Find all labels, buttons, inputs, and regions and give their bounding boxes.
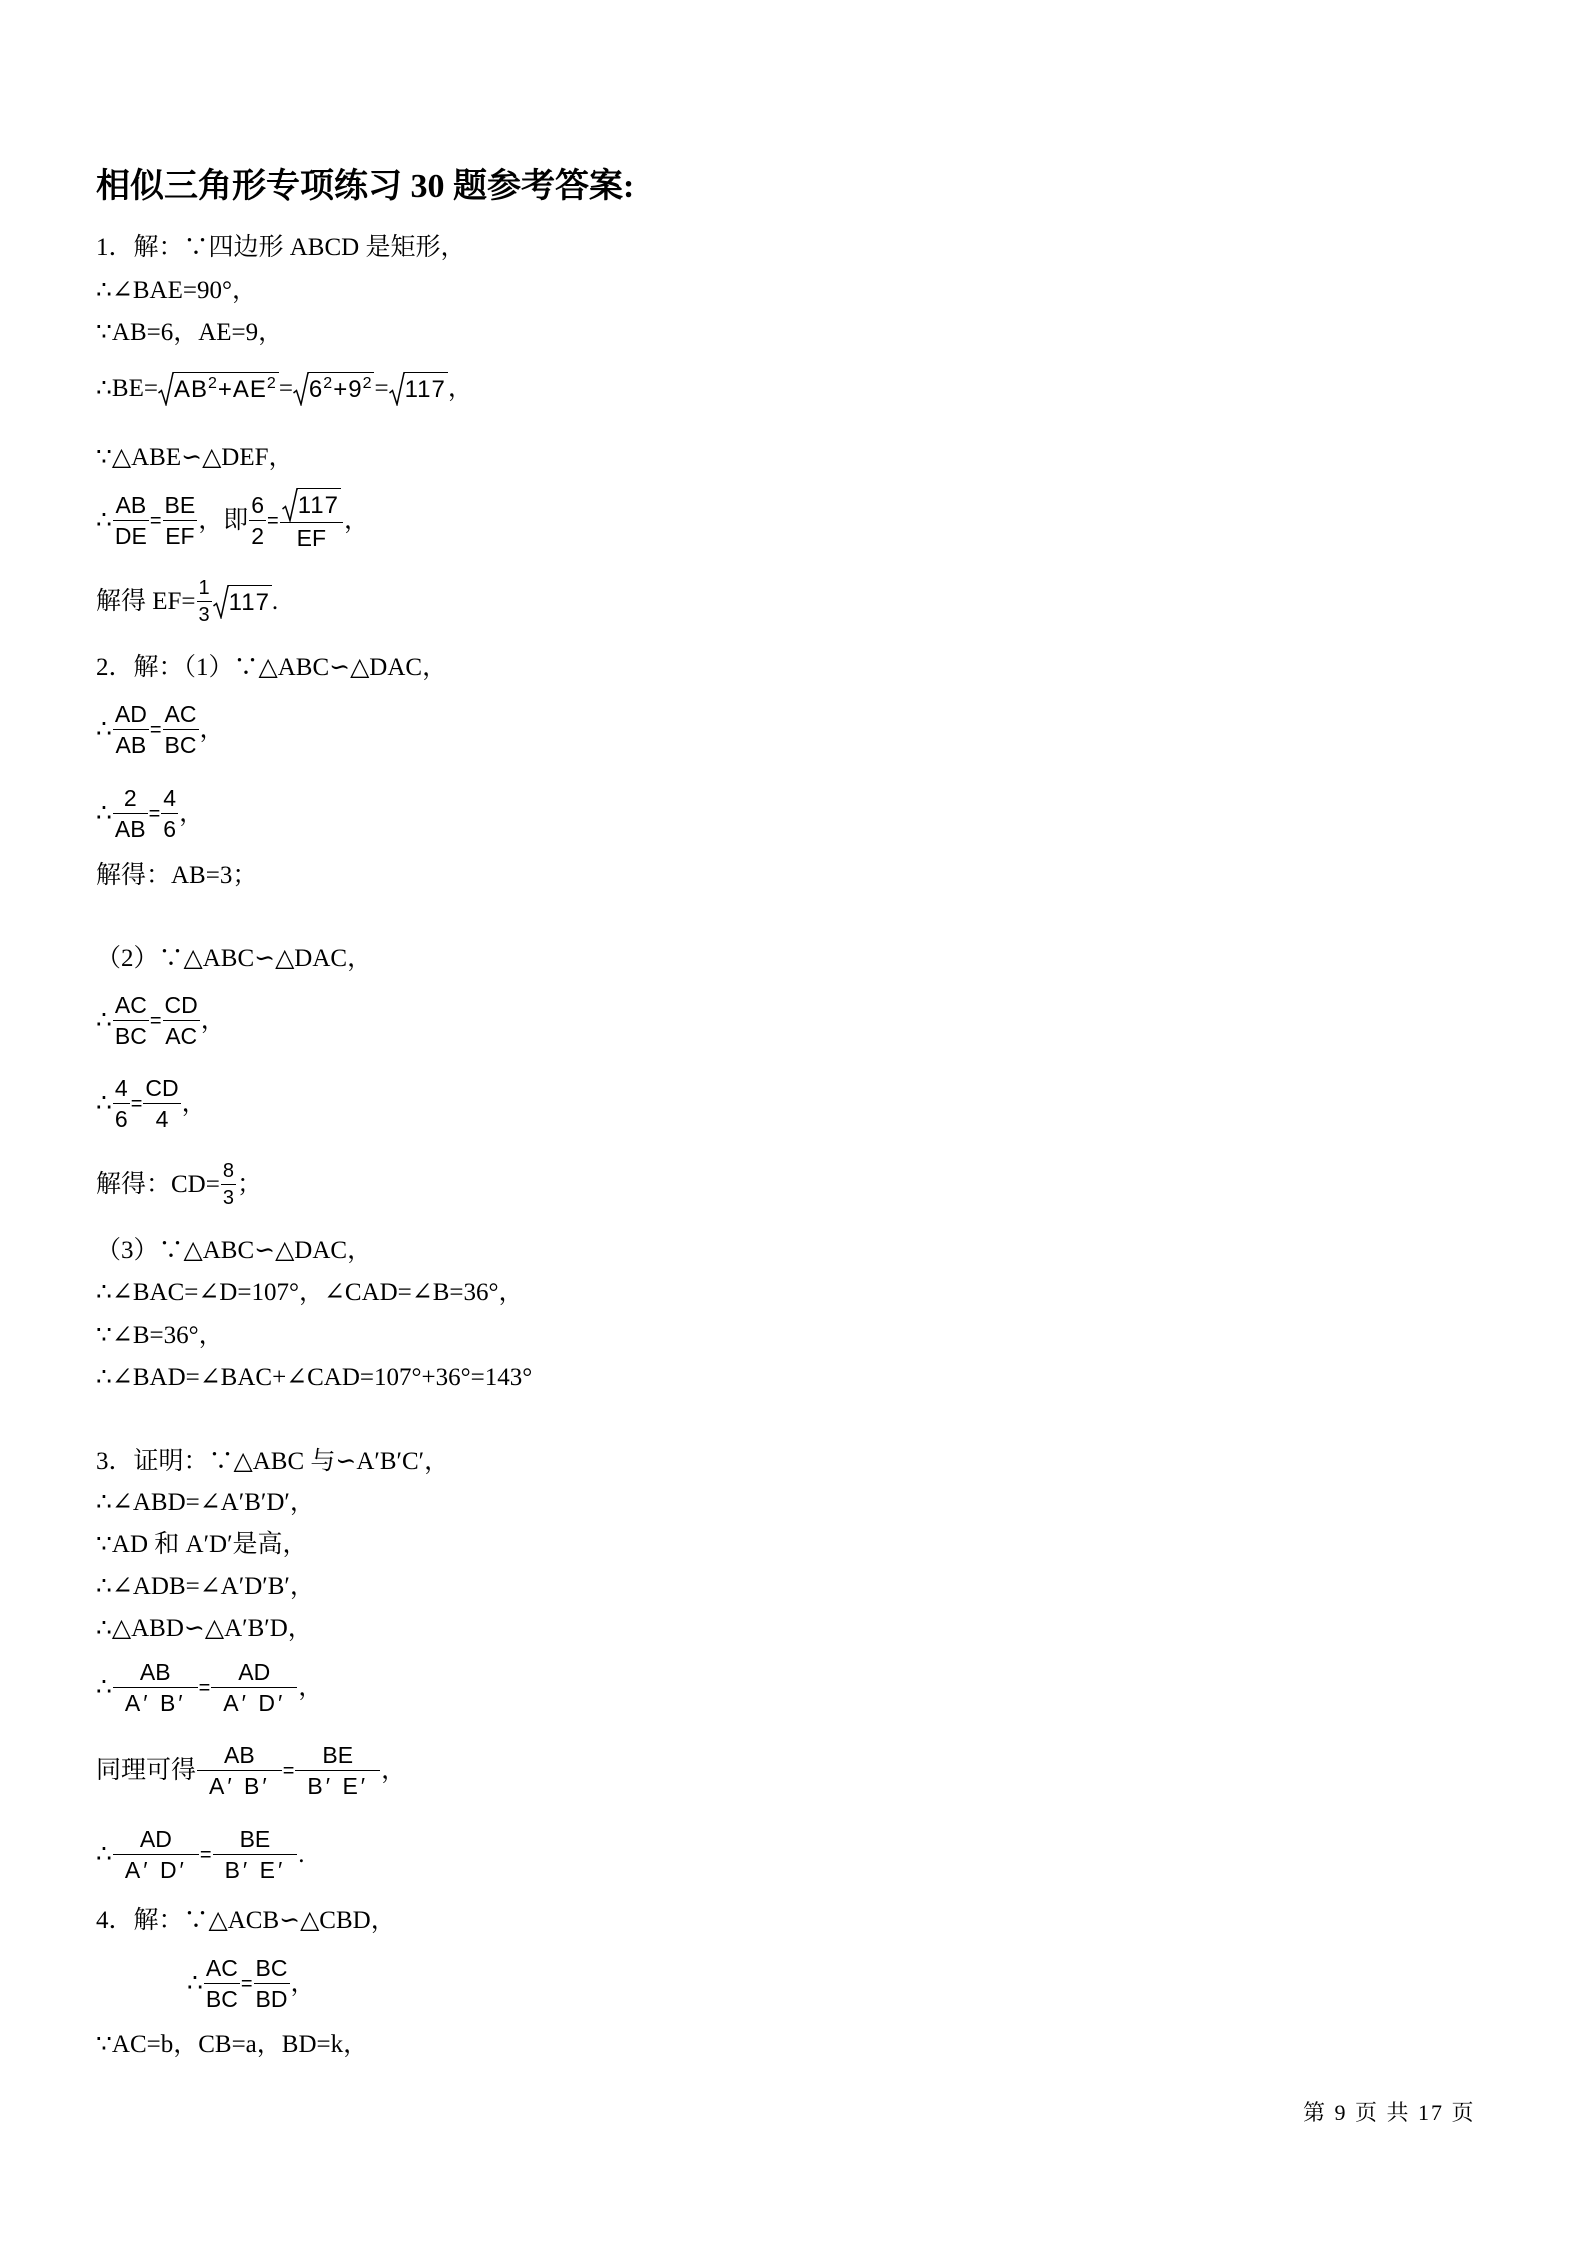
text-segment: 解得：CD= <box>96 1170 220 1198</box>
q2-line-1: 2．解：（1）∵△ABC∽△DAC， <box>96 654 448 681</box>
fraction <box>204 1953 240 2014</box>
fraction <box>113 783 148 844</box>
q2-line-11: ∵∠B=36°， <box>96 1322 224 1349</box>
text-segment: ， <box>181 1089 207 1117</box>
radicand <box>174 372 279 405</box>
radical-sign <box>389 372 405 406</box>
equals-sign: = <box>199 1843 212 1866</box>
text-segment: ； <box>236 1170 262 1198</box>
square-root <box>282 488 341 522</box>
denominator: 3 <box>222 1187 234 1209</box>
text-segment: ， <box>290 1969 316 1997</box>
denominator: EF <box>165 523 195 549</box>
fraction <box>221 1158 236 1211</box>
equals-sign: = <box>148 802 161 825</box>
denominator: B′ E′ <box>224 1857 286 1883</box>
square-root <box>213 585 272 619</box>
denominator: A′ B′ <box>124 1690 186 1716</box>
text-segment: ∴ <box>96 1840 112 1868</box>
text-segment: ，即 <box>198 506 249 534</box>
numerator: 6 <box>249 490 266 521</box>
fraction <box>211 1657 297 1718</box>
q1-line-5: ∵△ABE∽△DEF， <box>96 444 294 471</box>
q3-line-4: ∴∠ADB=∠A′D′B′， <box>96 1573 315 1600</box>
text-segment: ， <box>344 506 370 534</box>
denominator: 4 <box>155 1106 169 1132</box>
denominator: BC <box>164 732 197 758</box>
term: AB <box>173 376 208 403</box>
fraction <box>161 783 178 844</box>
page-title: 相似三角形专项练习 30 题参考答案: <box>96 168 635 205</box>
radical-sign <box>158 372 174 406</box>
denominator: DE <box>114 523 147 549</box>
radicand: 117 <box>405 372 448 405</box>
q2-line-4: 解得：AB=3； <box>96 862 258 889</box>
square-root <box>293 372 375 406</box>
numerator: BE <box>213 1824 298 1855</box>
numerator: 4 <box>113 1073 130 1104</box>
radical-sign <box>293 372 309 406</box>
q3-line-3: ∵AD 和 A′D′是高， <box>96 1531 308 1558</box>
numerator <box>280 488 343 523</box>
denominator: 6 <box>163 816 177 842</box>
q1-line-1: 1．解：∵四边形 ABCD 是矩形， <box>96 234 466 261</box>
equals-sign: = <box>130 1092 143 1115</box>
q2-line-8 <box>96 1158 262 1211</box>
q2-line-7 <box>96 1073 207 1134</box>
exponent: 2 <box>323 375 334 392</box>
q4-line-2 <box>187 1953 316 2014</box>
equals-sign: = <box>267 509 279 532</box>
numerator: AB <box>113 1657 198 1688</box>
q3-line-1: 3．证明：∵△ABC 与∽A′B′C′， <box>96 1448 450 1475</box>
equals-sign: = <box>198 1676 211 1699</box>
fraction <box>163 490 198 551</box>
text-segment: ， <box>200 1006 226 1034</box>
equals-sign: = <box>240 1972 253 1995</box>
text-segment: ， <box>447 375 473 402</box>
fraction <box>113 990 149 1051</box>
q1-line-3: ∵AB=6，AE=9， <box>96 319 284 346</box>
q3-line-8 <box>96 1824 305 1885</box>
denominator: AC <box>165 1023 198 1049</box>
radicand: 117 <box>229 585 272 618</box>
q3-line-6 <box>96 1657 323 1718</box>
numerator: AC <box>163 699 199 730</box>
fraction <box>113 1657 198 1718</box>
numerator: 8 <box>221 1158 236 1185</box>
text-segment: . <box>298 1840 305 1868</box>
numerator: 2 <box>113 783 148 814</box>
denominator: BC <box>205 1986 238 2012</box>
exponent: 2 <box>266 375 277 392</box>
page-number-footer: 第 9 页 共 17 页 <box>1303 2100 1476 2125</box>
denominator: A′ B′ <box>209 1773 270 1799</box>
text-segment: ∴ <box>96 1089 112 1117</box>
fraction <box>163 990 200 1051</box>
term: +9 <box>333 376 363 403</box>
q2-line-12: ∴∠BAD=∠BAC+∠CAD=107°+36°=143° <box>96 1364 533 1391</box>
equals-sign: = <box>149 1009 162 1032</box>
text-segment: ∴ <box>96 506 112 534</box>
fraction <box>280 488 343 553</box>
numerator: AD <box>211 1657 297 1688</box>
numerator: BC <box>254 1953 290 1984</box>
q2-line-5: （2）∵△ABC∽△DAC， <box>96 945 373 972</box>
text-segment: ∴ <box>96 1673 112 1701</box>
q1-line-2: ∴∠BAE=90°， <box>96 277 257 304</box>
numerator: BE <box>163 490 198 521</box>
numerator: AC <box>204 1953 240 1984</box>
fraction <box>113 490 149 551</box>
q2-line-2 <box>96 699 225 760</box>
denominator: AB <box>114 816 146 842</box>
numerator: AD <box>113 699 149 730</box>
text-segment: ∴ <box>96 1006 112 1034</box>
numerator: BE <box>295 1740 380 1771</box>
text-segment: ， <box>199 715 225 743</box>
q4-line-1: 4．解：∵△ACB∽△CBD， <box>96 1907 396 1934</box>
q1-line-6 <box>96 488 369 553</box>
radicand <box>309 372 375 405</box>
term: +AE <box>217 376 267 403</box>
radicand: 117 <box>298 488 341 521</box>
denominator: EF <box>296 525 327 551</box>
q2-line-10: ∴∠BAC=∠D=107°，∠CAD=∠B=36°， <box>96 1279 524 1306</box>
denominator: A′ D′ <box>124 1857 187 1883</box>
equals-sign: = <box>149 509 162 532</box>
numerator: 1 <box>197 575 212 602</box>
text-segment: ∴ <box>96 715 112 743</box>
text-segment: ∴ <box>187 1969 203 1997</box>
radical-sign <box>213 585 229 619</box>
denominator: BC <box>114 1023 147 1049</box>
fraction <box>143 1073 180 1134</box>
text-segment: ∴BE= <box>96 375 158 402</box>
numerator: AD <box>113 1824 199 1855</box>
equals-sign: = <box>149 718 162 741</box>
fraction <box>113 1073 130 1134</box>
term: 6 <box>308 376 324 403</box>
denominator: A′ D′ <box>223 1690 286 1716</box>
radical-sign <box>282 488 298 522</box>
numerator: 4 <box>161 783 178 814</box>
exponent: 2 <box>362 375 373 392</box>
numerator: CD <box>143 1073 180 1104</box>
equals-sign: = <box>278 375 293 402</box>
q3-line-7 <box>96 1740 406 1801</box>
fraction <box>213 1824 298 1885</box>
text-segment: ， <box>179 799 205 827</box>
fraction <box>113 1824 199 1885</box>
q3-line-2: ∴∠ABD=∠A′B′D′， <box>96 1489 315 1516</box>
text-segment: 同理可得 <box>96 1756 197 1784</box>
q1-line-4 <box>96 372 473 406</box>
fraction <box>254 1953 290 2014</box>
text-segment: 解得 EF= <box>96 587 196 615</box>
q3-line-5: ∴△ABD∽△A′B′D， <box>96 1615 313 1642</box>
q4-line-3: ∵AC=b，CB=a，BD=k， <box>96 2031 369 2058</box>
numerator: AC <box>113 990 149 1021</box>
fraction <box>249 490 266 551</box>
q2-line-6 <box>96 990 226 1051</box>
square-root <box>158 372 279 406</box>
denominator: BD <box>255 1986 288 2012</box>
numerator: AB <box>113 490 149 521</box>
text-segment: . <box>271 587 279 615</box>
square-root <box>389 372 448 406</box>
fraction <box>295 1740 380 1801</box>
numerator: CD <box>163 990 200 1021</box>
denominator: 3 <box>198 604 210 626</box>
text-segment: ∴ <box>96 799 112 827</box>
exponent: 2 <box>207 375 218 392</box>
fraction <box>113 699 149 760</box>
q1-line-7 <box>96 575 278 628</box>
denominator: B′ E′ <box>307 1773 369 1799</box>
fraction <box>197 1740 282 1801</box>
equals-sign: = <box>282 1759 295 1782</box>
fraction <box>197 575 212 628</box>
numerator: AB <box>197 1740 282 1771</box>
denominator: 2 <box>251 523 265 549</box>
text-segment: ， <box>298 1673 324 1701</box>
denominator: AB <box>115 732 147 758</box>
q2-line-9: （3）∵△ABC∽△DAC， <box>96 1237 373 1264</box>
denominator: 6 <box>114 1106 128 1132</box>
fraction <box>163 699 199 760</box>
q2-line-3 <box>96 783 204 844</box>
equals-sign: = <box>374 375 389 402</box>
text-segment: ， <box>381 1756 407 1784</box>
